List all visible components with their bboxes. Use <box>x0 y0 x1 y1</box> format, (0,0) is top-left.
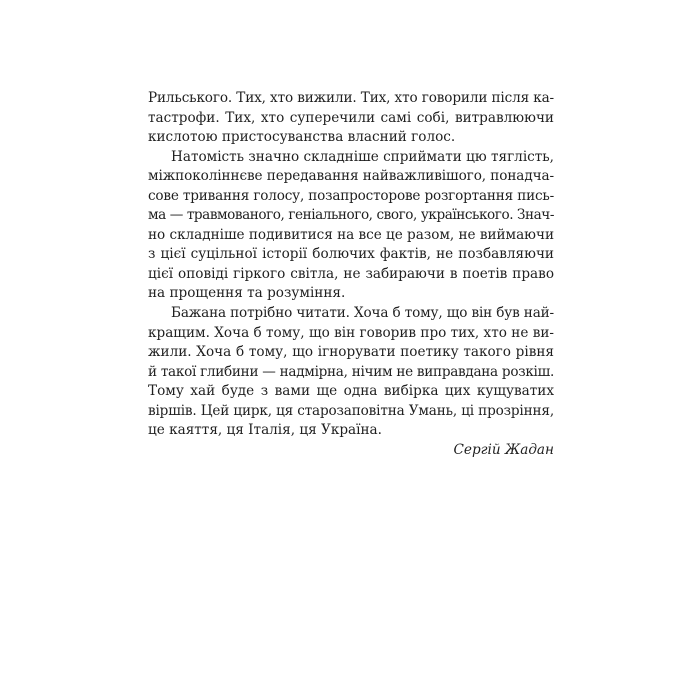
text-line: ма — травмованого, геніального, свого, українського. Знач- <box>148 207 554 224</box>
text-line: Тому хай буде з вами ще одна вибірка цих кущуватих <box>148 383 554 400</box>
paragraph-1 <box>148 89 554 148</box>
text-line: сове тривання голосу, позапросторове розгортання пись- <box>148 187 554 204</box>
text-line: кращим. Хоча б тому, що він говорив про тих, хто не ви- <box>148 324 554 341</box>
text-line: тастрофи. Тих, хто суперечили самі собі, витравлюючи <box>148 109 554 126</box>
author-signature: Сергій Жадан <box>453 441 554 458</box>
text-line: віршів. Цей цирк, ця старозаповітна Умань, ці прозріння, <box>148 402 554 419</box>
text-line: но складніше подивитися на все це разом, не виймаючи <box>148 226 554 243</box>
text-line: цієї оповіді гіркого світла, не забираючи в поетів право <box>148 265 554 282</box>
text-line: кислотою пристосуванства власний голос. <box>148 129 456 146</box>
paragraph-2 <box>148 148 554 304</box>
text-line: на прощення та розуміння. <box>148 285 346 302</box>
text-block <box>148 89 554 460</box>
text-line: Бажана потрібно читати. Хоча б тому, що він був най- <box>171 305 554 322</box>
text-line: Натомість значно складніше сприймати цю тяглість, <box>171 148 554 165</box>
text-line: з цієї суцільної історії болючих фактів, не позбавляючи <box>148 246 554 263</box>
text-line: Рильського. Тих, хто вижили. Тих, хто говорили після ка- <box>148 90 554 106</box>
text-line: й такої глибини — надмірна, нічим не виправдана розкіш. <box>148 363 554 380</box>
text-line: міжпоколіннєве передавання найважливішого, понадча- <box>148 168 554 185</box>
text-line: це каяття, ця Італія, ця Україна. <box>148 422 382 439</box>
paragraph-3 <box>148 304 554 441</box>
text-line: жили. Хоча б тому, що ігнорувати поетику такого рівня <box>148 344 554 361</box>
